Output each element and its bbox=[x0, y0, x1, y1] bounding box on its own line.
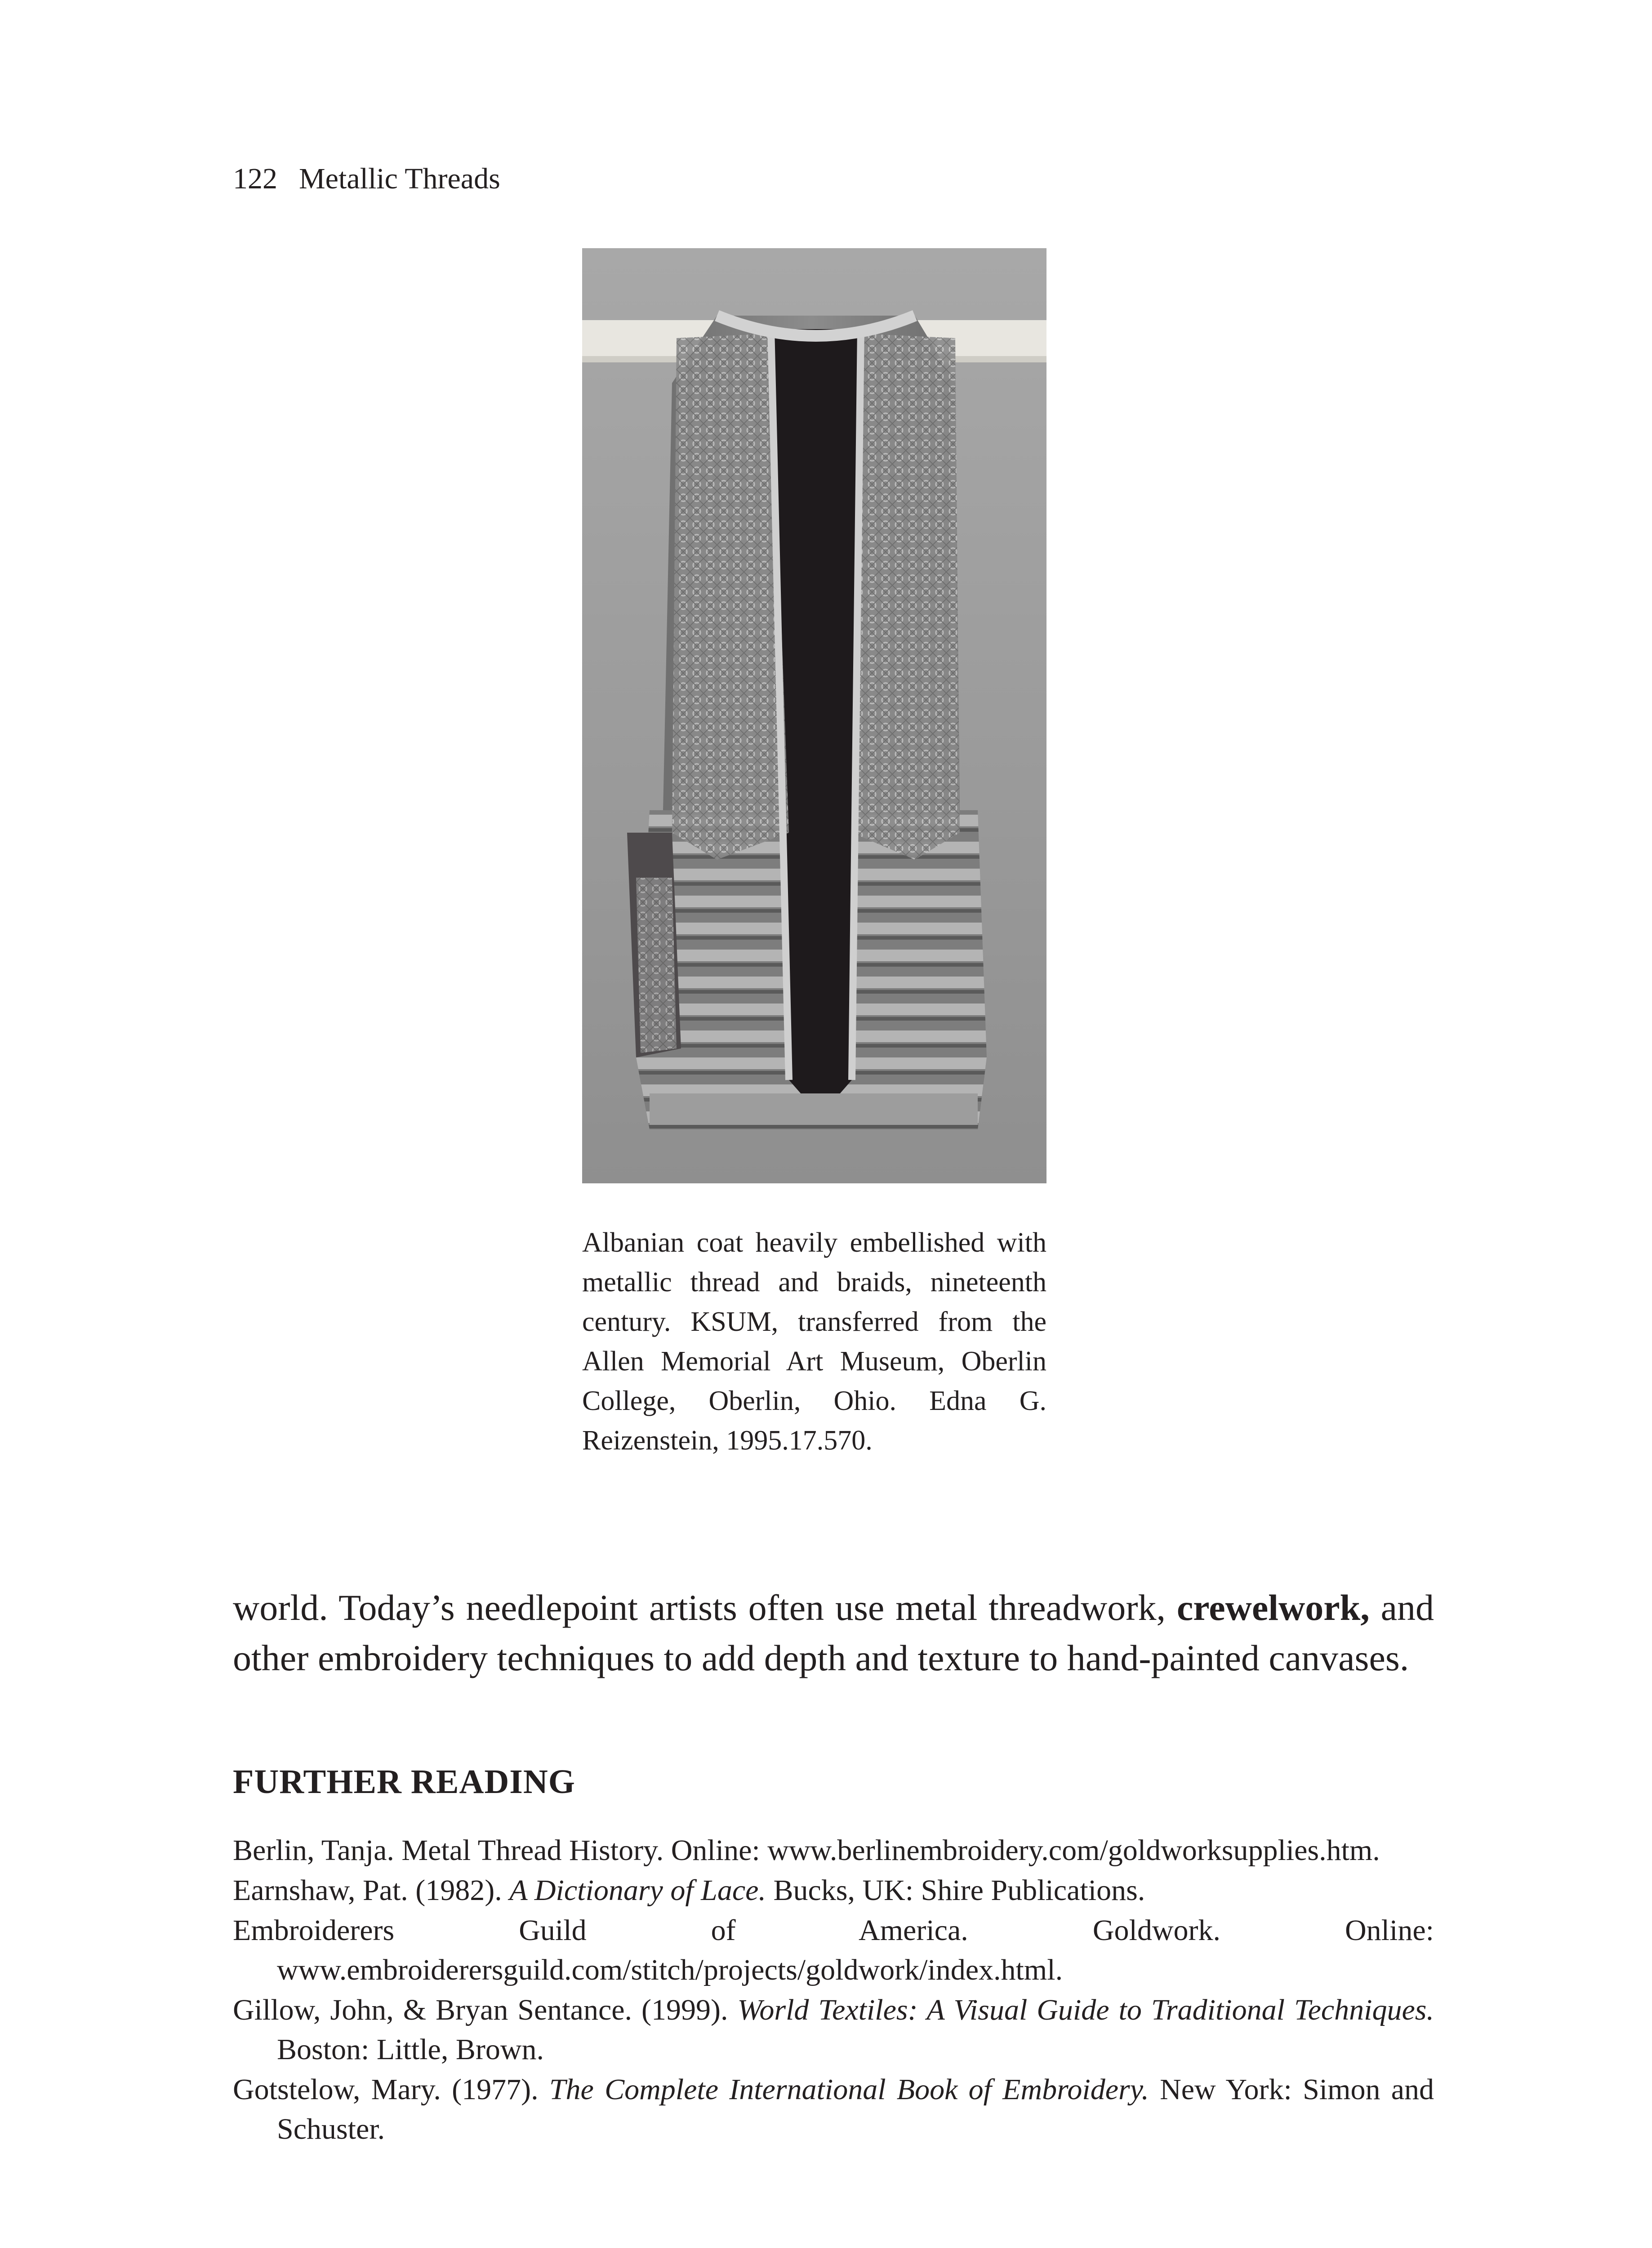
reference-entry bbox=[233, 1831, 1434, 1870]
reference-entry bbox=[233, 1911, 1434, 1990]
reference-text: Gotstelow, Mary. (1977). bbox=[233, 2073, 549, 2106]
figure-caption: Albanian coat heavily embellished with metallic thread and braids, nineteenth century. KSUM, transferred from the Allen Memorial Art Museum, Oberlin College, Oberlin, Ohio. Edna G. Reizenstein, 1995.17.570. bbox=[582, 1227, 1046, 1456]
body-text-start: world. Today’s needlepoint artists often use metal threadwork, bbox=[233, 1587, 1177, 1628]
coat-photograph bbox=[582, 248, 1046, 1183]
body-text-end: and other embroidery techniques to add depth and texture to hand-painted canvases. bbox=[233, 1587, 1434, 1678]
further-reading-heading: FURTHER READING bbox=[233, 1763, 575, 1801]
reference-text: Gillow, John, & Bryan Sentance. (1999). bbox=[233, 1994, 738, 2026]
reference-entry bbox=[233, 1871, 1434, 1910]
reference-publisher: Bucks, UK: Shire Publications. bbox=[766, 1874, 1145, 1907]
reference-list bbox=[233, 1831, 1434, 2150]
running-head-title: Metallic Threads bbox=[299, 162, 500, 195]
body-paragraph bbox=[233, 1583, 1434, 1683]
reference-title: A Dictionary of Lace. bbox=[509, 1874, 766, 1907]
reference-text: Earnshaw, Pat. (1982). bbox=[233, 1874, 510, 1907]
reference-entry bbox=[233, 1990, 1434, 2070]
reference-publisher: Boston: Little, Brown. bbox=[277, 2033, 544, 2066]
running-head bbox=[233, 164, 500, 194]
reference-text: Embroiderers Guild of America. Goldwork. Online: www.embroiderersguild.com/stitch/projects/goldwork/index.html. bbox=[233, 1914, 1434, 1986]
albanian-coat-image bbox=[582, 248, 1046, 1183]
crewelwork-term: crewelwork, bbox=[1176, 1587, 1370, 1628]
reference-title: The Complete International Book of Embroidery. bbox=[549, 2073, 1149, 2106]
reference-publisher: New York: Simon and Schuster. bbox=[277, 2073, 1434, 2145]
reference-text: Berlin, Tanja. Metal Thread History. Online: www.berlinembroidery.com/goldworksupplies.htm. bbox=[233, 1834, 1380, 1867]
page-number: 122 bbox=[233, 162, 277, 195]
reference-title: World Textiles: A Visual Guide to Traditional Techniques. bbox=[737, 1994, 1434, 2026]
reference-entry bbox=[233, 2070, 1434, 2149]
